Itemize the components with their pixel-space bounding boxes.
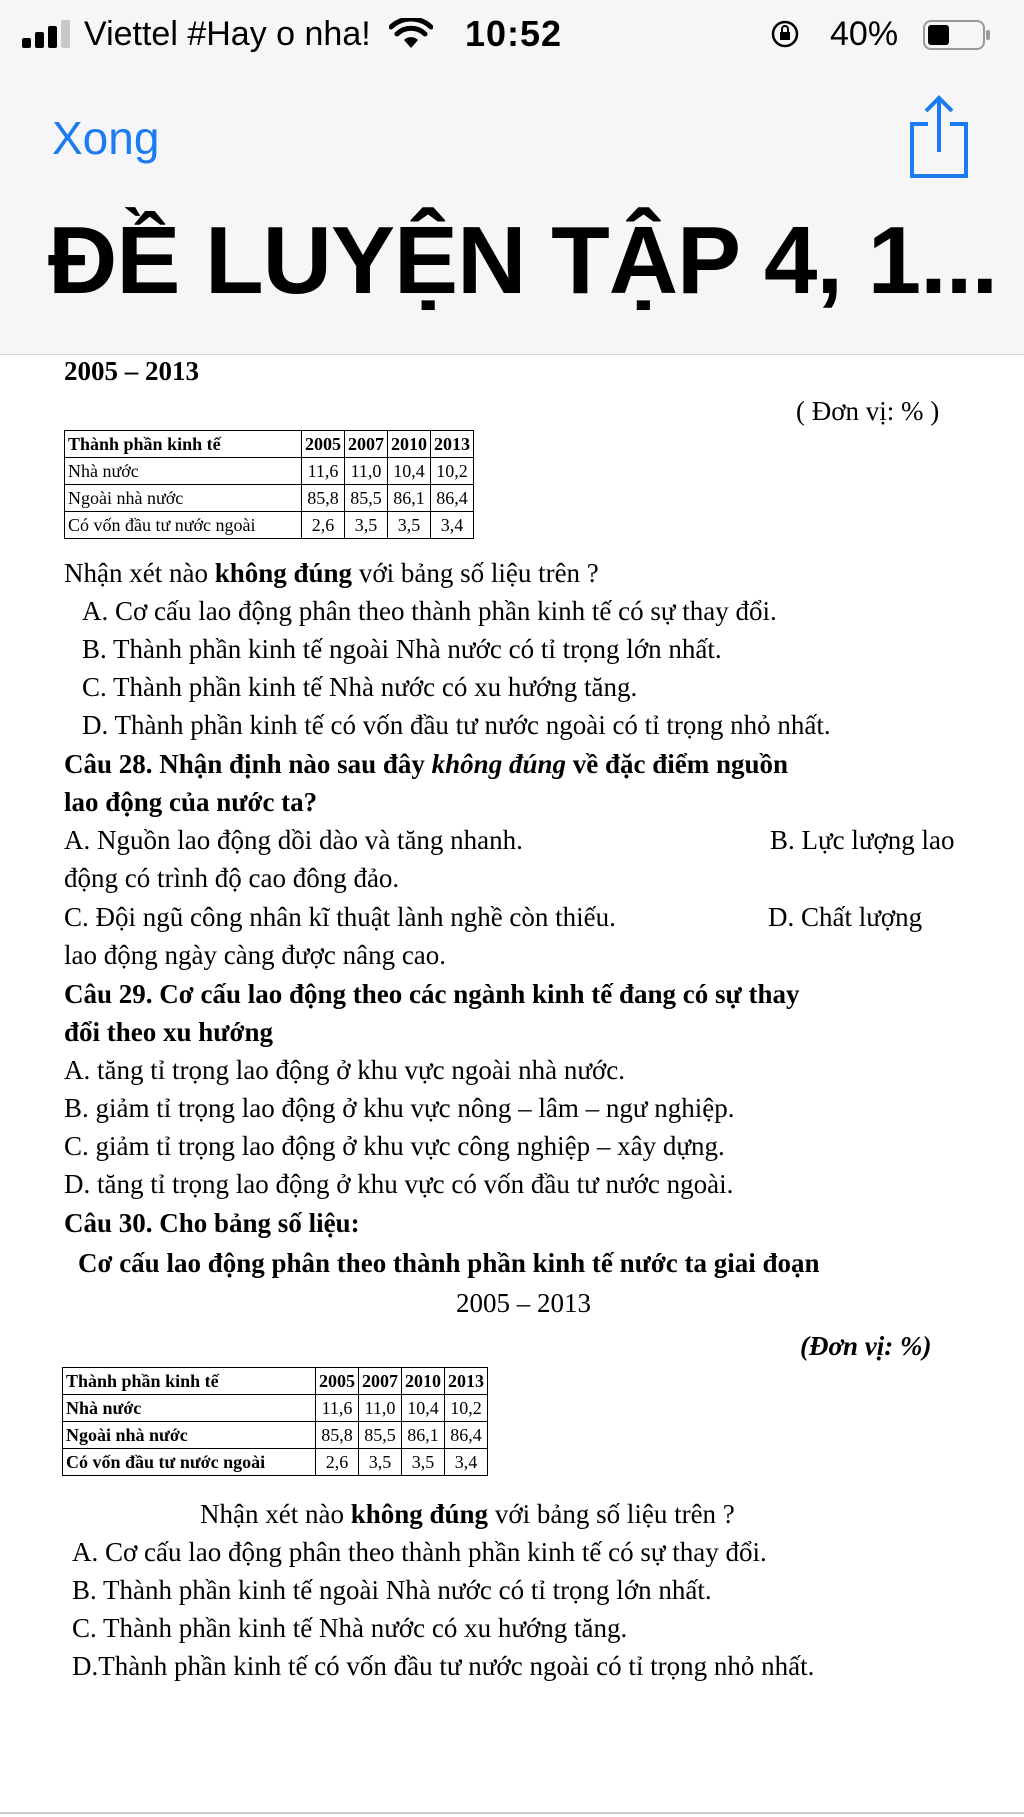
answer-option: A. tăng tỉ trọng lao động ở khu vực ngoài nhà nước. <box>64 1055 625 1085</box>
unit-label: ( Đơn vị: % ) <box>796 396 940 426</box>
answer-option: B. giảm tỉ trọng lao động ở khu vực nông – lâm – ngư nghiệp. <box>64 1093 735 1123</box>
page-divider <box>0 1812 1024 1814</box>
table-cell: 11,6 <box>316 1395 359 1422</box>
answer-option: C. Thành phần kinh tế Nhà nước có xu hướng tăng. <box>72 1613 628 1643</box>
table-header-cell: 2010 <box>402 1368 445 1395</box>
question-heading: đổi theo xu hướng <box>64 1017 273 1047</box>
table-cell: 3,5 <box>388 512 431 539</box>
document-title: ĐỀ LUYỆN TẬP 4, 1... <box>48 207 998 314</box>
share-icon[interactable] <box>904 92 974 180</box>
heading-text: Câu 28. Nhận định nào sau đây <box>64 749 432 779</box>
table-cell: 85,5 <box>345 485 388 512</box>
answer-option: B. Lực lượng lao <box>770 825 955 855</box>
table-row <box>63 1395 488 1422</box>
question-heading: Câu 29. Cơ cấu lao động theo các ngành kinh tế đang có sự thay <box>64 979 800 1009</box>
table-cell: 3,5 <box>402 1449 445 1476</box>
table-cell: Ngoài nhà nước <box>65 485 302 512</box>
clock: 10:52 <box>465 13 563 54</box>
prompt-text: với bảng số liệu trên ? <box>352 558 599 588</box>
document-page <box>0 355 1024 1817</box>
answer-option: D. tăng tỉ trọng lao động ở khu vực có vốn đầu tư nước ngoài. <box>64 1169 734 1199</box>
table-header-cell: 2007 <box>359 1368 402 1395</box>
question-heading: lao động của nước ta? <box>64 787 318 817</box>
table-header-cell: 2013 <box>445 1368 488 1395</box>
table-cell: 86,4 <box>431 485 474 512</box>
carrier-name: Viettel #Hay o nha! <box>84 15 371 53</box>
table-cell: Ngoài nhà nước <box>63 1422 316 1449</box>
question-heading <box>64 746 788 783</box>
heading-text: về đặc điểm nguồn <box>565 749 789 779</box>
table-header-cell: 2013 <box>431 431 474 458</box>
prompt-emphasis: không đúng <box>350 1499 489 1529</box>
battery-percent: 40% <box>830 15 899 53</box>
table-cell: 85,8 <box>302 485 345 512</box>
table-header-row <box>65 431 474 458</box>
table-cell: Nhà nước <box>63 1395 316 1422</box>
heading-emphasis: không đúng <box>431 749 566 779</box>
answer-option: C. Đội ngũ công nhân kĩ thuật lành nghề còn thiếu. <box>64 902 616 932</box>
table-cell: 3,5 <box>359 1449 402 1476</box>
answer-option: D. Thành phần kinh tế có vốn đầu tư nước ngoài có tỉ trọng nhỏ nhất. <box>82 710 831 740</box>
table-header-cell: 2007 <box>345 431 388 458</box>
prompt-text: Nhận xét nào <box>64 558 215 588</box>
answer-option: C. Thành phần kinh tế Nhà nước có xu hướng tăng. <box>82 672 638 702</box>
table-cell: 3,5 <box>345 512 388 539</box>
wifi-icon <box>389 18 433 50</box>
table-cell: 11,0 <box>345 458 388 485</box>
question-heading: Câu 30. Cho bảng số liệu: <box>64 1208 360 1238</box>
rotation-lock-icon <box>770 19 800 49</box>
table-cell: Nhà nước <box>65 458 302 485</box>
answer-option: động có trình độ cao đông đảo. <box>64 863 400 893</box>
status-bar <box>0 0 1024 70</box>
table-cell: 85,8 <box>316 1422 359 1449</box>
table-cell: 10,4 <box>388 458 431 485</box>
table-cell: 2,6 <box>316 1449 359 1476</box>
table-cell: 11,0 <box>359 1395 402 1422</box>
battery-icon <box>923 20 991 50</box>
table-cell: Có vốn đầu tư nước ngoài <box>63 1449 316 1476</box>
table-cell: Có vốn đầu tư nước ngoài <box>65 512 302 539</box>
table-cell: 85,5 <box>359 1422 402 1449</box>
table-cell: 86,1 <box>402 1422 445 1449</box>
answer-option: D. Chất lượng <box>768 902 923 932</box>
table-header-cell: 2010 <box>388 431 431 458</box>
unit-label: (Đơn vị: %) <box>800 1331 932 1361</box>
table-cell: 11,6 <box>302 458 345 485</box>
table-cell: 2,6 <box>302 512 345 539</box>
done-button[interactable]: Xong <box>52 112 160 164</box>
prompt-text: với bảng số liệu trên ? <box>488 1499 735 1529</box>
prompt-emphasis: không đúng <box>214 558 353 588</box>
years-range: 2005 – 2013 <box>456 1288 591 1318</box>
table-cell: 10,4 <box>402 1395 445 1422</box>
answer-option: A. Cơ cấu lao động phân theo thành phần kinh tế có sự thay đổi. <box>82 596 777 626</box>
question-prompt <box>64 555 599 592</box>
question-prompt <box>200 1496 735 1533</box>
table-row <box>65 512 474 539</box>
table-cell: 3,4 <box>445 1449 488 1476</box>
table-header-cell: Thành phần kinh tế <box>63 1368 316 1395</box>
answer-option: C. giảm tỉ trọng lao động ở khu vực công nghiệp – xây dựng. <box>64 1131 725 1161</box>
answer-option: A. Nguồn lao động dồi dào và tăng nhanh. <box>64 825 523 855</box>
table-header-cell: 2005 <box>302 431 345 458</box>
table-caption: Cơ cấu lao động phân theo thành phần kinh tế nước ta giai đoạn <box>78 1248 820 1278</box>
table-cell: 86,4 <box>445 1422 488 1449</box>
data-table-1 <box>64 430 474 539</box>
answer-option: lao động ngày càng được nâng cao. <box>64 940 447 970</box>
signal-icon <box>22 20 78 48</box>
table-header-cell: Thành phần kinh tế <box>65 431 302 458</box>
answer-option: A. Cơ cấu lao động phân theo thành phần kinh tế có sự thay đổi. <box>72 1537 767 1567</box>
table-row <box>63 1449 488 1476</box>
years-range: 2005 – 2013 <box>64 356 199 386</box>
answer-option: D.Thành phần kinh tế có vốn đầu tư nước ngoài có tỉ trọng nhỏ nhất. <box>72 1651 815 1681</box>
nav-header <box>0 70 1024 355</box>
answer-option: B. Thành phần kinh tế ngoài Nhà nước có tỉ trọng lớn nhất. <box>72 1575 712 1605</box>
table-header-row <box>63 1368 488 1395</box>
table-cell: 3,4 <box>431 512 474 539</box>
prompt-text: Nhận xét nào <box>200 1499 351 1529</box>
answer-option: B. Thành phần kinh tế ngoài Nhà nước có tỉ trọng lớn nhất. <box>82 634 722 664</box>
table-row <box>65 458 474 485</box>
data-table-2 <box>62 1367 488 1476</box>
table-row <box>65 485 474 512</box>
table-cell: 86,1 <box>388 485 431 512</box>
table-header-cell: 2005 <box>316 1368 359 1395</box>
table-cell: 10,2 <box>445 1395 488 1422</box>
table-cell: 10,2 <box>431 458 474 485</box>
table-row <box>63 1422 488 1449</box>
